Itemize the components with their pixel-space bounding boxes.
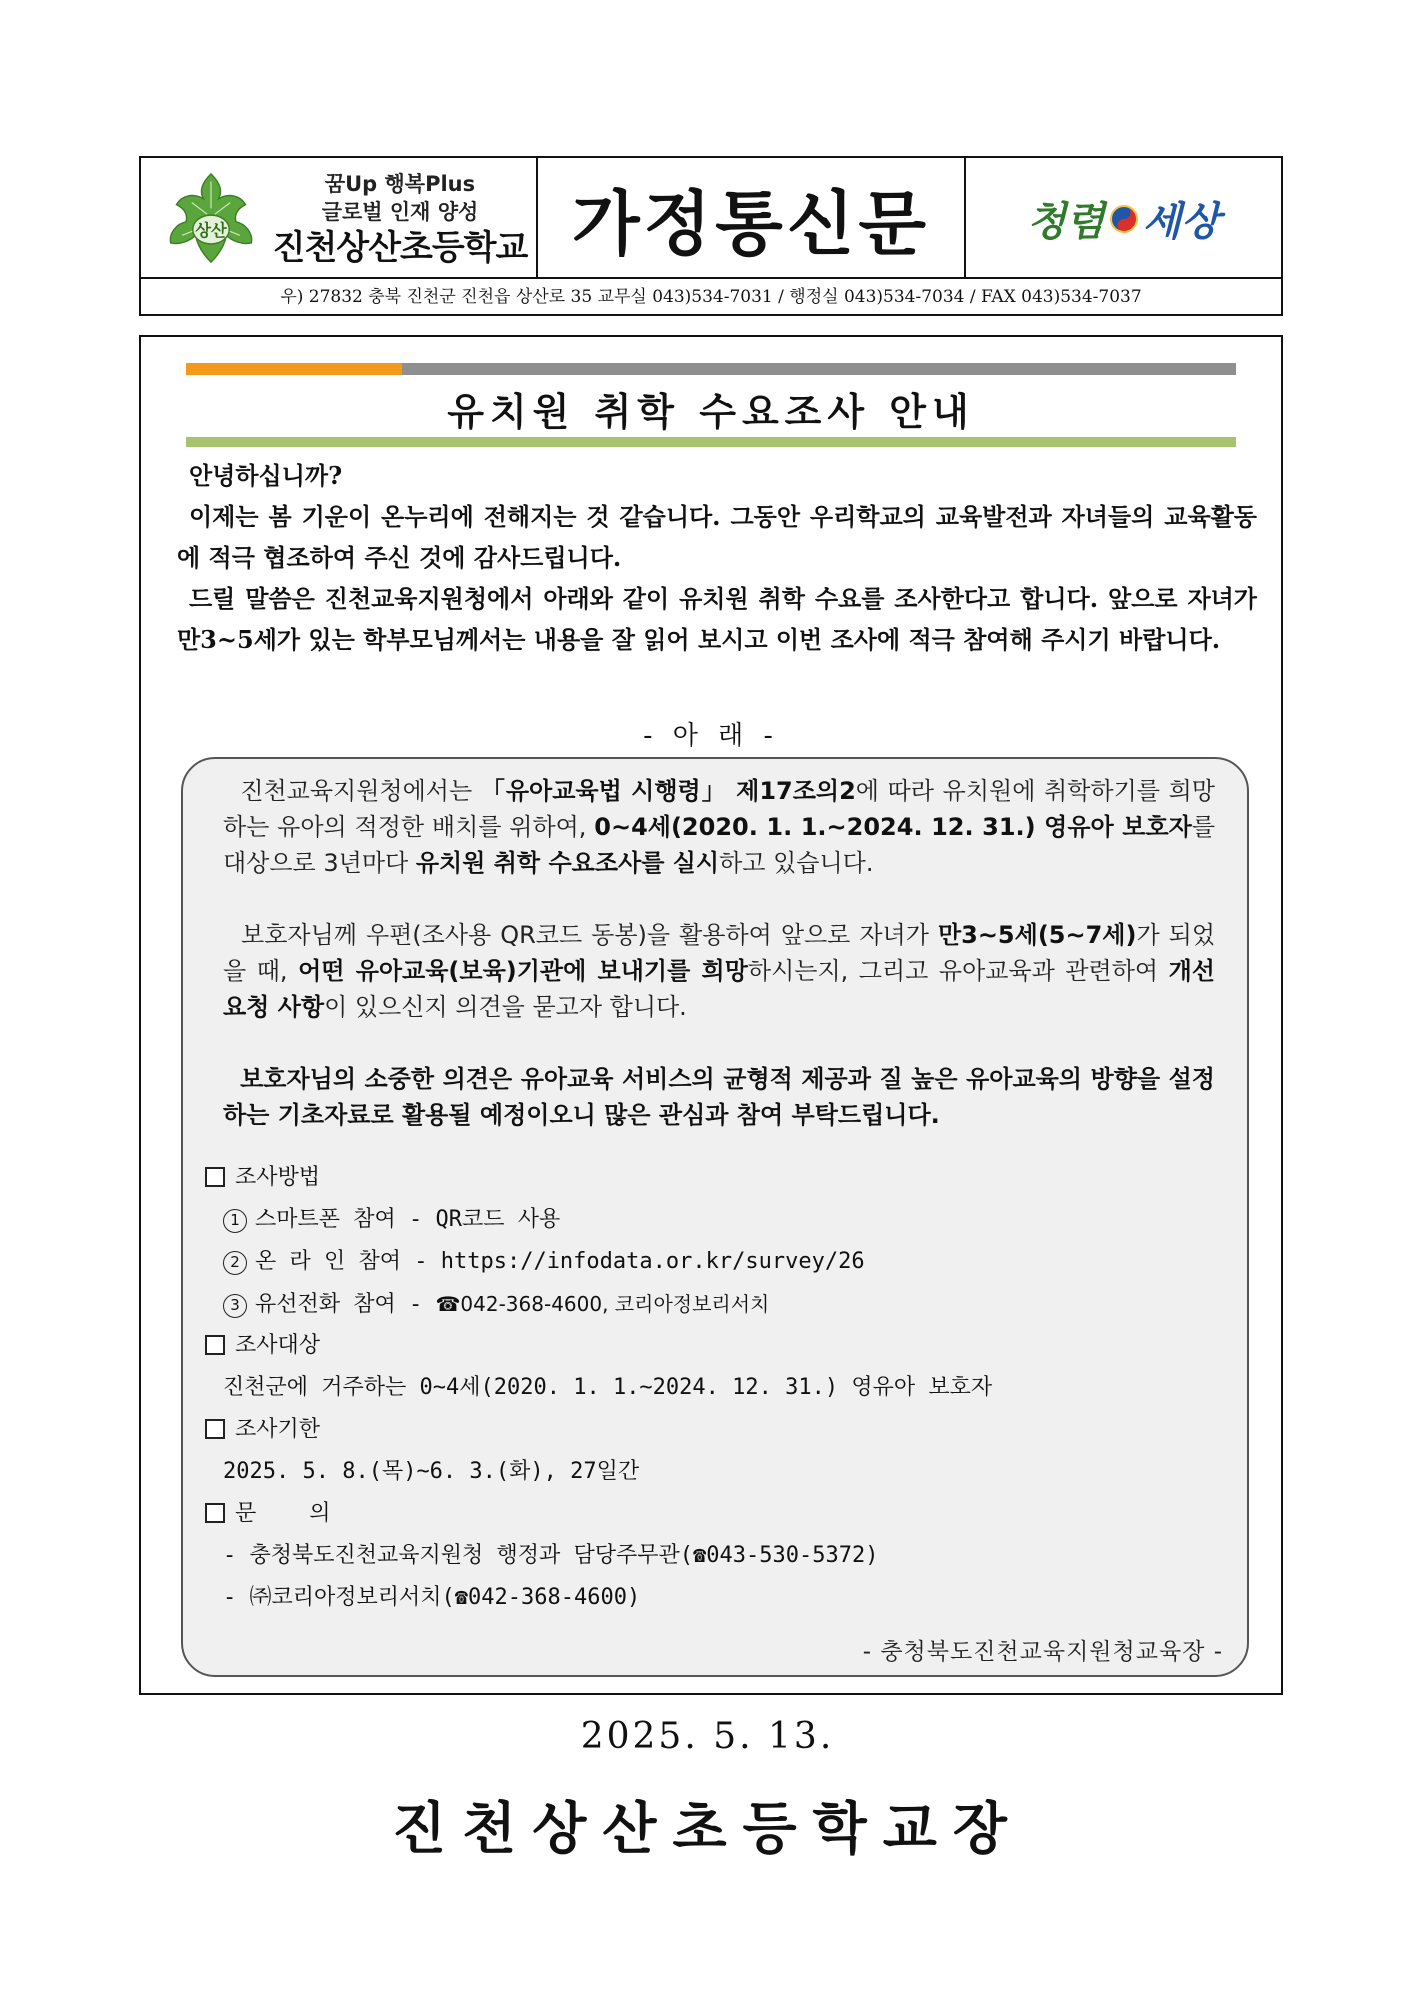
issue-date: 2025. 5. 13.: [580, 1716, 835, 1757]
below-heading: - 아 래 -: [643, 721, 779, 751]
school-cell: [141, 158, 538, 279]
inquiry-heading: 문 의: [205, 1493, 1205, 1535]
description-paragraph-2: 보호자님께 우편(조사용 QR코드 동봉)을 활용하여 앞으로 자녀가 만3~5세(5~7세)가 되었을 때, 어떤 유아교육(보육)기관에 보내기를 희망하시는지, 그리고 유아교육과 관련하여 개선 요청 사항이 있으신지 의견을 묻고자 합니다.: [223, 921, 1216, 1021]
slogan-cell: [966, 158, 1281, 279]
circled-number-icon: 3: [223, 1294, 247, 1318]
method-heading: 조사방법: [205, 1157, 1205, 1199]
method-item: 1 스마트폰 참여 - QR코드 사용: [205, 1199, 1205, 1241]
slogan: [1027, 190, 1220, 247]
letterhead: [139, 156, 1283, 316]
school-block: [269, 170, 531, 270]
taegeuk-icon: [1109, 204, 1139, 234]
notice-frame: [139, 335, 1283, 1695]
checkbox-icon: [205, 1167, 225, 1187]
circled-number-icon: 2: [223, 1251, 247, 1275]
survey-info-box: [181, 757, 1249, 1677]
gray-bar: [402, 363, 1236, 375]
checkbox-icon: [205, 1419, 225, 1439]
greeting: 안녕하십니까?: [189, 461, 343, 490]
slogan-left: 청렴: [1027, 199, 1105, 245]
title-top-bar: [186, 363, 1236, 375]
survey-details: [205, 1157, 1205, 1619]
intro-paragraph-1: 이제는 봄 기운이 온누리에 전해지는 것 같습니다. 그동안 우리학교의 교육발전과 자녀들의 교육활동에 적극 협조하여 주신 것에 감사드립니다.: [177, 502, 1257, 572]
description-paragraph-1: 진천교육지원청에서는 「유아교육법 시행령」 제17조의2에 따라 유치원에 취학하기를 희망하는 유아의 적정한 배치를 위하여, 0~4세(2020. 1. 1.~2024. 12. 31.) 영유아 보호자를 대상으로 3년마다 유치원 취학 수요조사를 실시하고 있습니다.: [223, 777, 1216, 877]
inquiry-item: - ㈜코리아정보리서치(☎042-368-4600): [223, 1585, 641, 1610]
school-address: 우) 27832 충북 진천군 진천읍 상산로 35 교무실 043)534-7031 / 행정실 043)534-7034 / FAX 043)534-7037: [280, 287, 1142, 307]
principal-signature: 진천상산초등학교장: [392, 1796, 1023, 1862]
checkbox-icon: [205, 1335, 225, 1355]
period-text: 2025. 5. 8.(목)~6. 3.(화), 27일간: [223, 1459, 640, 1484]
document-title: 가정통신문: [571, 183, 931, 265]
title-cell: [538, 158, 966, 279]
circled-number-icon: 1: [223, 1209, 247, 1233]
intro-paragraph-2: 드릴 말씀은 진천교육지원청에서 아래와 같이 유치원 취학 수요를 조사한다고 합니다. 앞으로 자녀가 만3~5세가 있는 학부모님께서는 내용을 잘 읽어 보시고 이번 조사에 적극 참여해 주시기 바랍니다.: [177, 584, 1257, 654]
school-motto-1: 꿈Up 행복Plus: [324, 172, 476, 196]
intro-text: [177, 455, 1257, 660]
title-bottom-bar: [186, 437, 1236, 447]
description-paragraph-3: 보호자님의 소중한 의견은 유아교육 서비스의 균형적 제공과 질 높은 유아교육의 방향을 설정하는 기초자료로 활용될 예정이오니 많은 관심과 참여 부탁드립니다.: [223, 1065, 1215, 1129]
checkbox-icon: [205, 1503, 225, 1523]
school-name: 진천상산초등학교: [272, 228, 528, 268]
logo-text: 상산: [195, 221, 227, 241]
method-item: 3 유선전화 참여 - ☎042-368-4600, 코리아정보리서치: [205, 1283, 1205, 1325]
inquiry-item: - 충청북도진천교육지원청 행정과 담당주무관(☎043-530-5372): [223, 1543, 879, 1568]
slogan-right: 세상: [1142, 199, 1220, 245]
survey-description: [223, 773, 1215, 1133]
method-item: 2 온 라 인 참여 - https://infodata.or.kr/survey/26: [205, 1241, 1205, 1283]
orange-bar: [186, 363, 402, 375]
letterhead-top-row: [141, 158, 1281, 279]
school-motto-2: 글로벌 인재 양성: [321, 200, 479, 224]
office-signature: - 충청북도진천교육지원청교육장 -: [862, 1639, 1223, 1665]
period-heading: 조사기한: [205, 1409, 1205, 1451]
school-logo-icon: [163, 170, 259, 266]
target-text: 진천군에 거주하는 0~4세(2020. 1. 1.~2024. 12. 31.) 영유아 보호자: [223, 1375, 993, 1400]
target-heading: 조사대상: [205, 1325, 1205, 1367]
notice-title: 유치원 취학 수요조사 안내: [447, 390, 975, 434]
